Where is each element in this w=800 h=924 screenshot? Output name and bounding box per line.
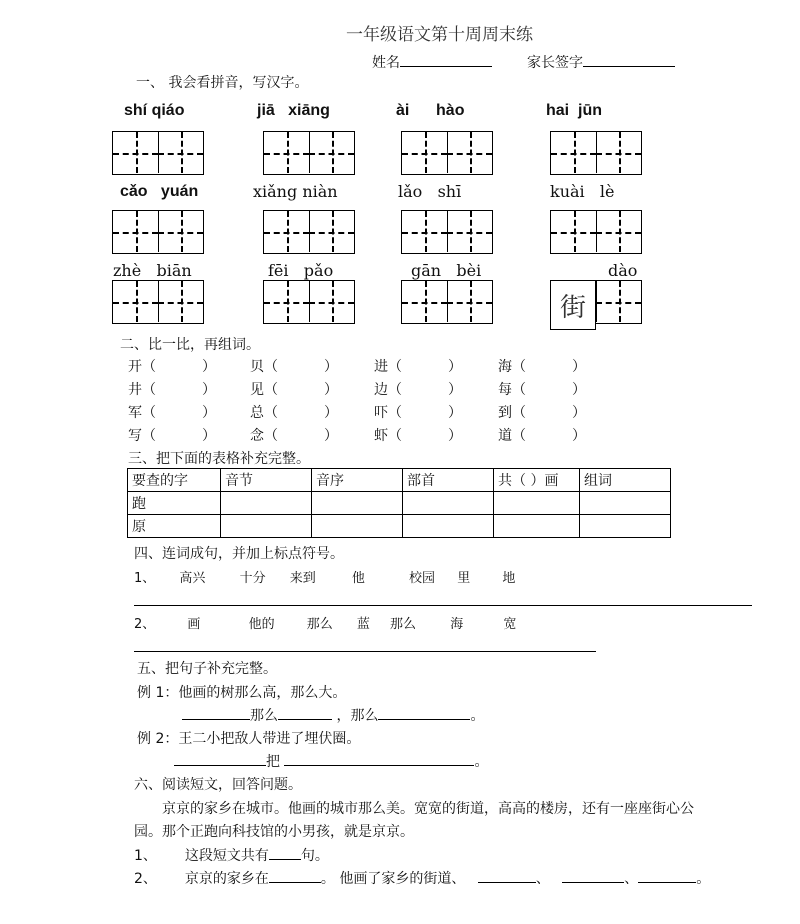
name-blank[interactable] [400, 52, 492, 67]
blank[interactable] [284, 751, 474, 766]
pinyin-2-4: kuài lè [550, 182, 615, 201]
table-row [128, 515, 671, 538]
compare-item: 吓（ ） [374, 405, 462, 421]
compare-char: 吓 [374, 405, 388, 421]
section3-heading: 三、把下面的表格补充完整。 [128, 451, 310, 467]
compare-item: 贝（ ） [250, 359, 338, 375]
pinyin-1-4: hai jūn [546, 102, 603, 119]
compare-char: 贝 [250, 359, 264, 375]
word: 十分 [239, 571, 266, 586]
compare-char: 虾 [374, 428, 388, 444]
word: 来到 [289, 571, 316, 586]
writing-grid[interactable] [401, 210, 493, 254]
blank[interactable] [269, 868, 321, 883]
blank[interactable] [174, 751, 266, 766]
answer-cell[interactable] [580, 492, 671, 515]
answer-cell[interactable] [221, 492, 312, 515]
writing-grid[interactable] [550, 210, 642, 254]
section6-heading: 六、阅读短文，回答问题。 [134, 777, 302, 793]
writing-grid[interactable] [112, 210, 204, 254]
section1-heading: 一、 我会看拼音，写汉字。 [136, 75, 309, 91]
section4-heading: 四、连词成句，并加上标点符号。 [134, 546, 344, 562]
compare-char: 每 [498, 382, 512, 398]
question-1: 1、 这段短文共有 句。 [134, 845, 329, 865]
writing-grid[interactable] [112, 280, 204, 324]
col-header: 共（ ）画 [494, 469, 580, 492]
passage-line-2: 园。那个正跑向科技馆的小男孩，就是京京。 [134, 824, 414, 840]
pinyin-3-3: gān bèi [411, 261, 482, 280]
word: 那么 [390, 617, 417, 632]
char-cell: 跑 [128, 492, 221, 515]
writing-grid[interactable] [401, 131, 493, 175]
compare-char: 边 [374, 382, 388, 398]
col-header: 组词 [580, 469, 671, 492]
parent-sign-label: 家长签字 [527, 55, 583, 71]
word: 他 [351, 571, 365, 586]
name-label: 姓名 [372, 55, 400, 71]
writing-grid[interactable] [263, 131, 355, 175]
fill-table [127, 468, 671, 538]
writing-grid[interactable] [263, 280, 355, 324]
compare-item: 念（ ） [250, 428, 338, 444]
blank[interactable] [378, 705, 470, 720]
compare-char: 海 [498, 359, 512, 375]
word: 宽 [503, 617, 517, 632]
passage-line-1: 京京的家乡在城市。他画的城市那么美。宽宽的街道，高高的楼房，还有一座座街心公 [162, 801, 694, 817]
pinyin-3-1: zhè biān [113, 261, 192, 280]
word: 地 [502, 571, 516, 586]
table-row [128, 492, 671, 515]
answer-cell[interactable] [221, 515, 312, 538]
sentence-item-1: 1、 高兴 十分 来到 他 校园 里 地 [134, 571, 516, 586]
col-header: 音序 [312, 469, 403, 492]
compare-char: 到 [498, 405, 512, 421]
compare-item: 海（ ） [498, 359, 586, 375]
example-2: 例 2：王二小把敌人带进了埋伏圈。 [137, 731, 361, 747]
compare-item: 虾（ ） [374, 428, 462, 444]
fill-sentence-1: 那么 ，那么 。 [182, 705, 484, 725]
parent-sign-blank[interactable] [583, 52, 675, 67]
pinyin-1-2: jiā xiāng [257, 102, 330, 119]
col-header: 音节 [221, 469, 312, 492]
answer-line-1[interactable] [134, 605, 752, 606]
parent-sign-field[interactable] [527, 52, 675, 72]
word: 高兴 [179, 571, 206, 586]
pinyin-1-1: shí qiáo [124, 102, 185, 119]
compare-item: 军（ ） [128, 405, 216, 421]
word: 校园 [409, 571, 436, 586]
compare-char: 开 [128, 359, 142, 375]
compare-item: 总（ ） [250, 405, 338, 421]
pinyin-3-4: dào [608, 261, 638, 280]
page-title: 一年级语文第十周周末练 [346, 25, 533, 45]
pinyin-2-2: xiǎng niàn [253, 182, 338, 201]
answer-cell[interactable] [580, 515, 671, 538]
compare-char: 总 [250, 405, 264, 421]
compare-item: 开（ ） [128, 359, 216, 375]
compare-char: 见 [250, 382, 264, 398]
blank[interactable] [269, 845, 301, 860]
writing-grid[interactable] [112, 131, 204, 175]
answer-cell[interactable] [403, 492, 494, 515]
compare-item: 进（ ） [374, 359, 462, 375]
compare-char: 井 [128, 382, 142, 398]
sentence-item-2: 2、 画 他的 那么 蓝 那么 海 宽 [134, 617, 517, 632]
answer-cell[interactable] [494, 492, 580, 515]
pinyin-1-3: ài hào [396, 102, 465, 119]
word: 蓝 [356, 617, 370, 632]
fill-sentence-2: 把 。 [174, 751, 488, 771]
word: 他的 [248, 617, 275, 632]
compare-char: 军 [128, 405, 142, 421]
pinyin-2-3: lǎo shī [398, 182, 462, 201]
compare-char: 念 [250, 428, 264, 444]
compare-item: 写（ ） [128, 428, 216, 444]
pinyin-3-2: fēi pǎo [268, 261, 334, 280]
blank[interactable] [278, 705, 332, 720]
writing-grid[interactable] [401, 280, 493, 324]
section2-heading: 二、比一比，再组词。 [120, 337, 260, 353]
blank[interactable] [562, 868, 624, 883]
blank[interactable] [478, 868, 536, 883]
compare-char: 写 [128, 428, 142, 444]
compare-char: 进 [374, 359, 388, 375]
blank[interactable] [182, 705, 250, 720]
col-header: 要查的字 [128, 469, 221, 492]
compare-char: 道 [498, 428, 512, 444]
answer-cell[interactable] [312, 492, 403, 515]
answer-cell[interactable] [494, 515, 580, 538]
writing-grid[interactable] [263, 210, 355, 254]
pinyin-2-1: cǎo yuán [120, 183, 199, 200]
answer-cell[interactable] [403, 515, 494, 538]
word: 那么 [306, 617, 333, 632]
answer-cell[interactable] [312, 515, 403, 538]
char-cell: 原 [128, 515, 221, 538]
answer-line-2[interactable] [134, 651, 596, 652]
word: 里 [457, 571, 471, 586]
compare-item: 道（ ） [498, 428, 586, 444]
compare-item: 井（ ） [128, 382, 216, 398]
name-field[interactable] [372, 52, 492, 72]
compare-item: 每（ ） [498, 382, 586, 398]
compare-item: 到（ ） [498, 405, 586, 421]
col-header: 部首 [403, 469, 494, 492]
writing-grid[interactable] [550, 131, 642, 175]
word: 海 [450, 617, 464, 632]
table-header-row [128, 469, 671, 492]
word: 画 [187, 617, 201, 632]
question-2: 2、 京京的家乡在 。 他画了家乡的街道、 、 、 。 [134, 868, 710, 888]
example-1: 例 1：他画的树那么高，那么大。 [137, 685, 347, 701]
compare-item: 见（ ） [250, 382, 338, 398]
blank[interactable] [638, 868, 696, 883]
given-character: 街 [550, 280, 596, 330]
compare-item: 边（ ） [374, 382, 462, 398]
section5-heading: 五、把句子补充完整。 [137, 661, 277, 677]
